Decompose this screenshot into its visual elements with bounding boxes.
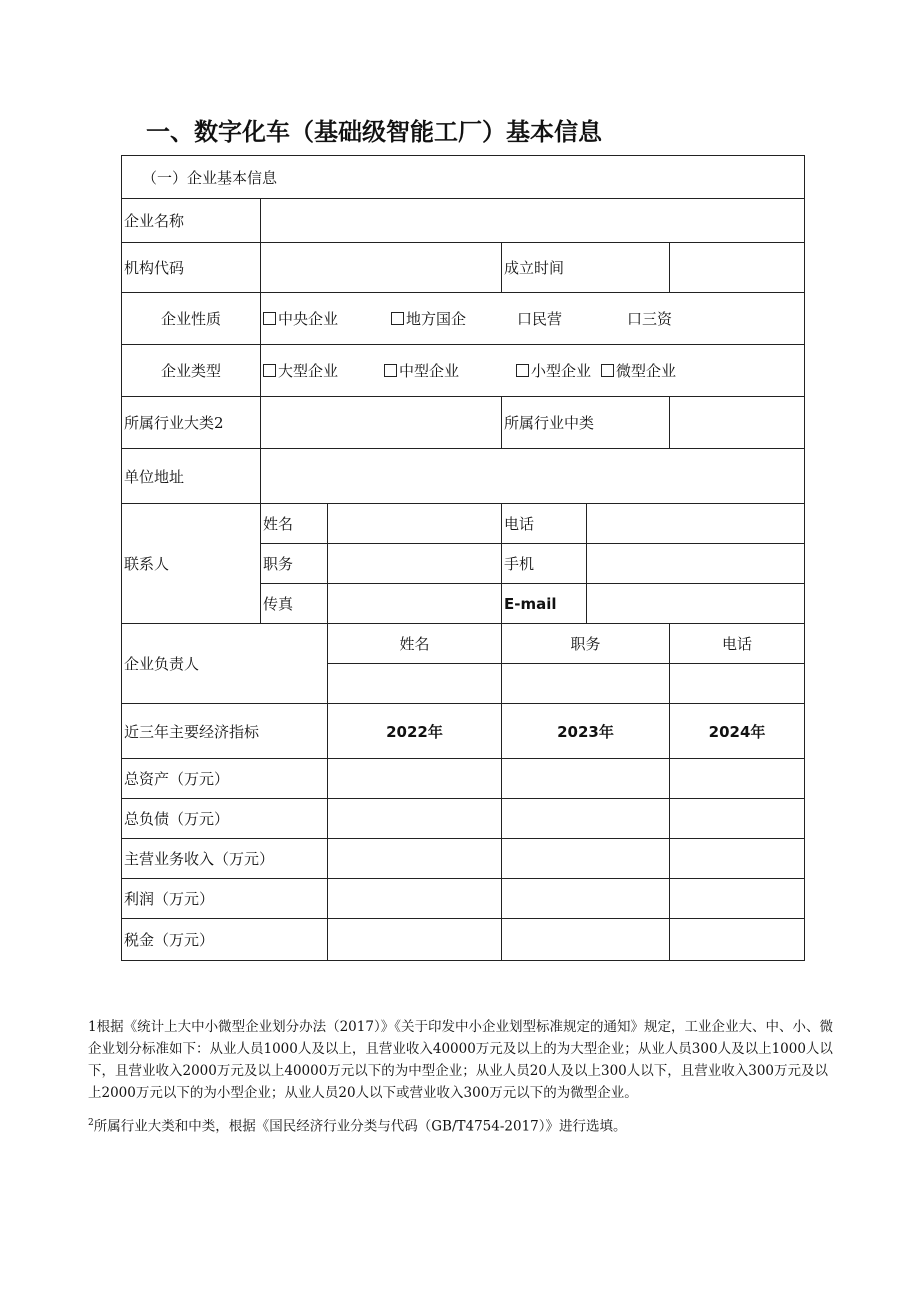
tax-2023-input[interactable] — [502, 919, 670, 961]
contact-mobile-label: 手机 — [502, 544, 587, 584]
checkbox-icon[interactable] — [601, 364, 614, 377]
main-revenue-2022-input[interactable] — [328, 839, 502, 879]
founded-label: 成立时间 — [502, 243, 670, 293]
option-micro[interactable] — [601, 360, 676, 381]
org-code-label: 机构代码 — [122, 243, 261, 293]
contact-name-input[interactable] — [328, 504, 502, 544]
contact-fax-input[interactable] — [328, 584, 502, 624]
option-label: 中型企业 — [399, 362, 460, 380]
org-code-row — [122, 243, 805, 293]
leader-name-input[interactable] — [328, 664, 502, 704]
nature-options — [261, 293, 805, 345]
contact-position-input[interactable] — [328, 544, 502, 584]
option-foreign[interactable] — [627, 308, 672, 329]
option-label: 地方国企 — [406, 310, 467, 328]
company-name-row — [122, 199, 805, 243]
option-label: 口三资 — [627, 310, 673, 328]
footnote-2-text: 所属行业大类和中类，根据《国民经济行业分类与代码（GB/T4754-2017）》进行选填。 — [93, 1118, 627, 1135]
leader-position-input[interactable] — [502, 664, 670, 704]
contact-email-input[interactable] — [587, 584, 805, 624]
option-private[interactable] — [517, 308, 627, 329]
year-2022-header: 2022年 — [328, 704, 502, 759]
profit-row — [122, 879, 805, 919]
main-revenue-2023-input[interactable] — [502, 839, 670, 879]
tax-row — [122, 919, 805, 961]
leader-name-header: 姓名 — [328, 624, 502, 664]
enterprise-info-form — [121, 155, 805, 961]
option-medium[interactable] — [384, 360, 516, 381]
tax-2024-input[interactable] — [670, 919, 805, 961]
profit-2024-input[interactable] — [670, 879, 805, 919]
type-label: 企业类型 — [122, 345, 261, 397]
section-heading: （一）企业基本信息 — [122, 156, 805, 199]
contact-phone-input[interactable] — [587, 504, 805, 544]
checkbox-icon[interactable] — [516, 364, 529, 377]
option-label: 大型企业 — [278, 362, 339, 380]
leader-header-row — [122, 624, 805, 664]
industry-major-label: 所属行业大类2 — [122, 397, 261, 449]
profit-2022-input[interactable] — [328, 879, 502, 919]
industry-middle-input[interactable] — [670, 397, 805, 449]
total-assets-2022-input[interactable] — [328, 759, 502, 799]
contact-row-1 — [122, 504, 805, 544]
indicators-header-row — [122, 704, 805, 759]
type-row — [122, 345, 805, 397]
footnote-2 — [88, 1112, 840, 1138]
checkbox-icon[interactable] — [384, 364, 397, 377]
contact-phone-label: 电话 — [502, 504, 587, 544]
total-liabilities-2024-input[interactable] — [670, 799, 805, 839]
option-label: 微型企业 — [616, 362, 677, 380]
total-liabilities-2023-input[interactable] — [502, 799, 670, 839]
tax-2022-input[interactable] — [328, 919, 502, 961]
contact-name-label: 姓名 — [261, 504, 328, 544]
main-revenue-row — [122, 839, 805, 879]
total-liabilities-2022-input[interactable] — [328, 799, 502, 839]
company-name-label: 企业名称 — [122, 199, 261, 243]
leader-label: 企业负责人 — [122, 624, 328, 704]
type-options — [261, 345, 805, 397]
industry-middle-label: 所属行业中类 — [502, 397, 670, 449]
footnotes — [88, 1016, 840, 1138]
contact-label: 联系人 — [122, 504, 261, 624]
option-label: 中央企业 — [278, 310, 339, 328]
industry-row — [122, 397, 805, 449]
checkbox-icon[interactable] — [263, 312, 276, 325]
address-label: 单位地址 — [122, 449, 261, 504]
org-code-input[interactable] — [261, 243, 502, 293]
leader-position-header: 职务 — [502, 624, 670, 664]
contact-mobile-input[interactable] — [587, 544, 805, 584]
checkbox-icon[interactable] — [391, 312, 404, 325]
option-small[interactable] — [516, 360, 601, 381]
indicators-label: 近三年主要经济指标 — [122, 704, 328, 759]
total-assets-2023-input[interactable] — [502, 759, 670, 799]
option-label: 口民营 — [517, 310, 563, 328]
year-2024-header: 2024年 — [670, 704, 805, 759]
total-assets-label: 总资产（万元） — [122, 759, 328, 799]
total-liabilities-row — [122, 799, 805, 839]
nature-row — [122, 293, 805, 345]
contact-fax-label: 传真 — [261, 584, 328, 624]
company-name-input[interactable] — [261, 199, 805, 243]
main-revenue-label: 主营业务收入（万元） — [122, 839, 328, 879]
main-revenue-2024-input[interactable] — [670, 839, 805, 879]
industry-major-input[interactable] — [261, 397, 502, 449]
total-assets-2024-input[interactable] — [670, 759, 805, 799]
profit-2023-input[interactable] — [502, 879, 670, 919]
checkbox-icon[interactable] — [263, 364, 276, 377]
address-input[interactable] — [261, 449, 805, 504]
total-liabilities-label: 总负债（万元） — [122, 799, 328, 839]
option-label: 小型企业 — [531, 362, 592, 380]
contact-position-label: 职务 — [261, 544, 328, 584]
address-row — [122, 449, 805, 504]
footnote-2-marker: 2 — [88, 1118, 94, 1128]
option-local-soe[interactable] — [391, 308, 517, 329]
nature-label: 企业性质 — [122, 293, 261, 345]
profit-label: 利润（万元） — [122, 879, 328, 919]
leader-phone-header: 电话 — [670, 624, 805, 664]
footnote-1: 1根据《统计上大中小微型企业划分办法（2017）》《关于印发中小企业划型标准规定的通知》规定，工业企业大、中、小、微企业划分标准如下：从业人员1000人及以上，且营业收入40000万元及以上的为大型企业；从业人员300人及以上1000人以下，且营业收入2000万元及以上40000万元以下的为中型企业；从业人员20人及以上300人以下，且营业收入300万元及以上2000万元以下的为小型企业；从业人员20人以下或营业收入300万元以下的为微型企业。 — [88, 1019, 833, 1101]
section-row — [122, 156, 805, 199]
option-central[interactable] — [263, 308, 391, 329]
option-large[interactable] — [263, 360, 384, 381]
founded-input[interactable] — [670, 243, 805, 293]
page-title: 一、数字化车（基础级智能工厂）基本信息 — [146, 118, 602, 146]
total-assets-row — [122, 759, 805, 799]
contact-email-label: E-mail — [502, 584, 587, 624]
leader-phone-input[interactable] — [670, 664, 805, 704]
tax-label: 税金（万元） — [122, 919, 328, 961]
year-2023-header: 2023年 — [502, 704, 670, 759]
